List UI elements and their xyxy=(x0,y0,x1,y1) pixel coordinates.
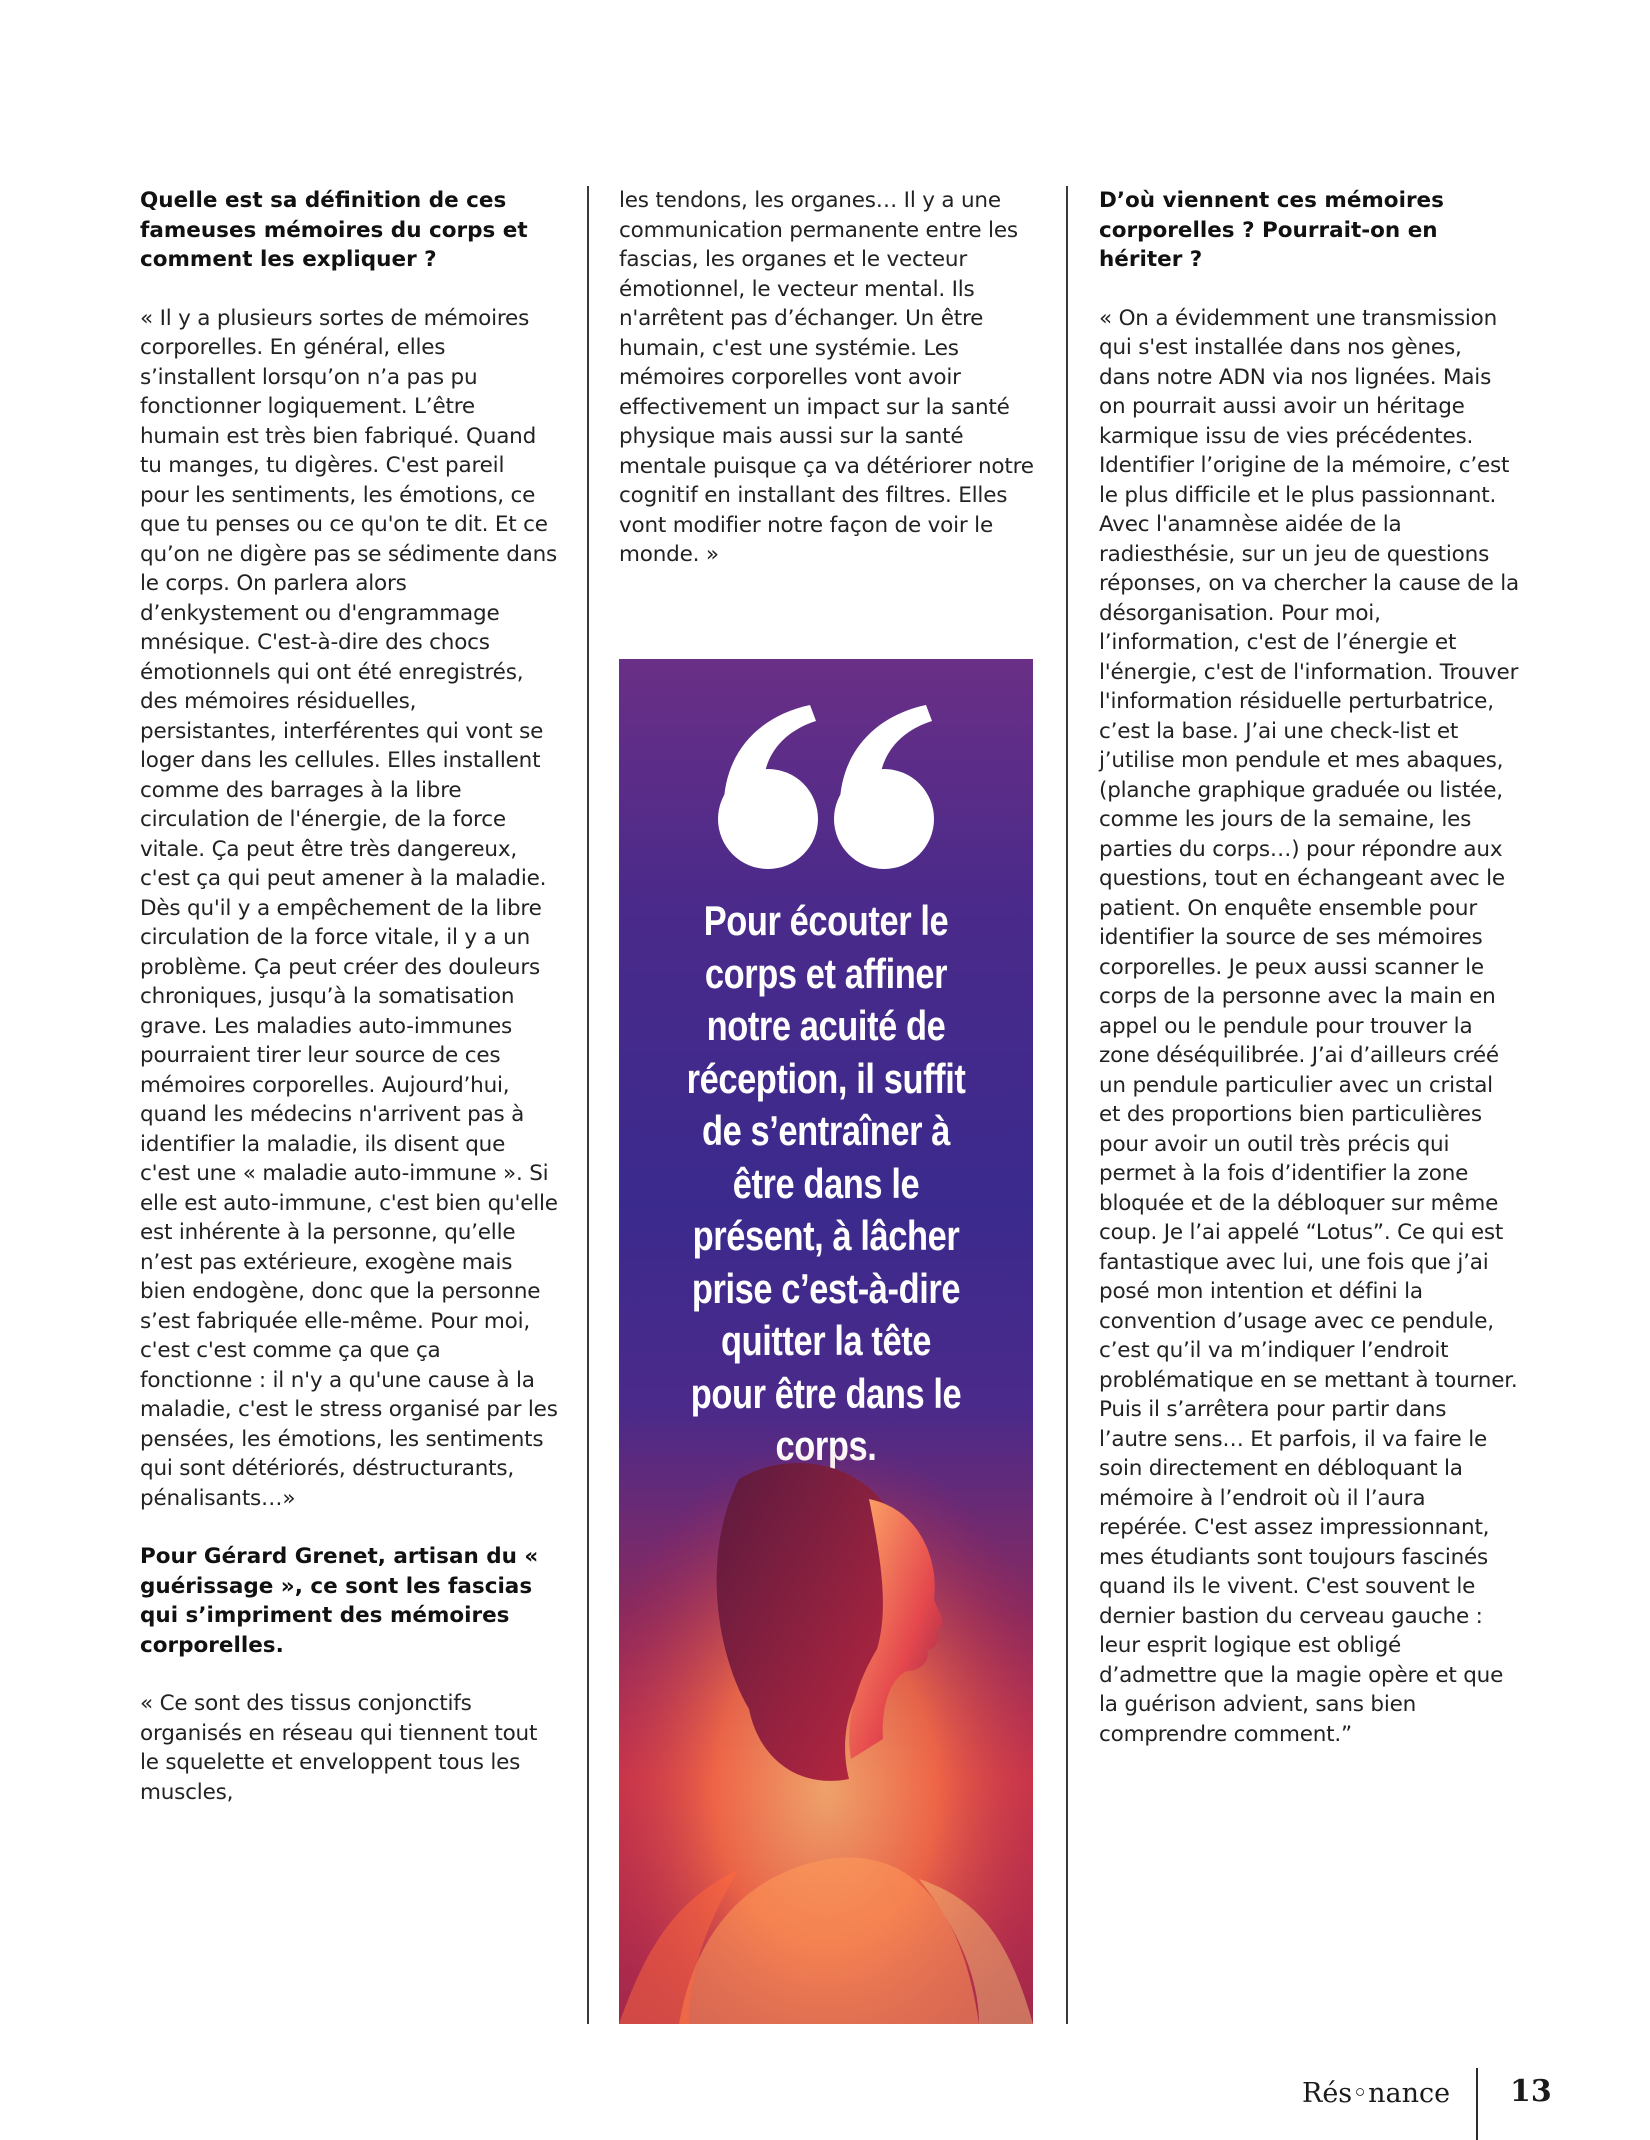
column-left xyxy=(140,186,558,1836)
intro-heading-fascias: Pour Gérard Grenet, artisan du « guérissage », ce sont les fascias qui s’impriment des mémoires corporelles. xyxy=(140,1544,539,1658)
column-middle xyxy=(619,186,1037,599)
question-heading-definition: Quelle est sa définition de ces fameuses mémoires du corps et comment les expliquer ? xyxy=(140,188,528,272)
page-number: 13 xyxy=(1510,2074,1552,2109)
quote-mark-icon xyxy=(619,699,1033,883)
magazine-logo: Rés◦nance xyxy=(1302,2078,1451,2109)
pull-quote-panel xyxy=(619,659,1033,2024)
column-right xyxy=(1099,186,1519,1778)
footer-divider xyxy=(1476,2068,1478,2140)
answer-paragraph-origin: « On a évidemment une transmission qui s'est installée dans nos gènes, dans notre ADN via nos lignées. Mais on pourrait aussi avoir un héritage karmique issu de vies précédentes. Identifier l’origine de la mémoire, c’est le plus difficile et le plus passionnant. Avec l'anamnèse aidée de la radiesthésie, sur un jeu de questions réponses, on va chercher la cause de la désorganisation. Pour moi, l’information, c'est de l’énergie et l'énergie, c'est de l'information. Trouver l'information résiduelle perturbatrice, c’est la base. J’ai une check-list et j’utilise mon pendule et mes abaques, (planche graphique graduée ou listée, comme les jours de la semaine, les parties du corps…) pour répondre aux questions, tout en échangeant avec le patient. On enquête ensemble pour identifier la source de ses mémoires corporelles. Je peux aussi scanner le corps de la personne avec la main en appel ou le pendule pour trouver la zone déséquilibrée. J’ai d’ailleurs créé un pendule particulier avec un cristal et des proportions bien particulières pour avoir un outil très précis qui permet à la fois d’identifier la zone bloquée et de la débloquer sur même coup. Je l’ai appelé “Lotus”. Ce qui est fantastique avec lui, une fois que j’ai posé mon intention et défini la convention d’usage avec ce pendule, c’est qu’il va m’indiquer l’endroit problématique en se mettant à tourner. Puis il s’arrêtera pour partir dans l’autre sens… Et parfois, il va faire le soin directement en débloquant la mémoire à l’endroit où il l’aura repérée. C'est assez impressionnant, mes étudiants sont toujours fascinés quand ils le vivent. C'est souvent le dernier bastion du cerveau gauche : leur esprit logique est obligé d’admettre que la magie opère et que la guérison advient, sans bien comprendre comment.” xyxy=(1099,305,1519,1747)
column-divider-left xyxy=(587,186,589,2024)
pull-quote-text: Pour écouter le corps et affiner notre acuité de réception, il suffit de s’entraîner à être dans le présent, à lâcher prise c’est-à-dire quitter la tête pour être dans le xyxy=(686,897,966,1417)
answer-paragraph-fascias: « Ce sont des tissus conjonctifs organisés en réseau qui tiennent tout le squelette et enveloppent tous les muscles, xyxy=(140,1691,538,1805)
answer-paragraph-fascias-continued: les tendons, les organes… Il y a une communication permanente entre les fascias, les organes et le vecteur émotionnel, le vecteur mental. Ils n'arrêtent pas d’échanger. Un être humain, c'est une systémie. Les mémoires corporelles vont avoir effectivement un impact sur la santé physique mais aussi sur la santé mentale puisque ça va détériorer notre cognitif en installant des filtres. Elles vont modifier notre façon de voir le monde. » xyxy=(619,188,1034,567)
question-heading-origin: D’où viennent ces mémoires corporelles ? Pourrait-on en hériter ? xyxy=(1099,188,1444,272)
woman-profile-illustration xyxy=(619,1439,1033,2024)
answer-paragraph-definition: « Il y a plusieurs sortes de mémoires corporelles. En général, elles s’installent lorsqu’on n’a pas pu fonctionner logiquement. L’être humain est très bien fabriqué. Quand tu manges, tu digères. C'est pareil pour les sentiments, les émotions, ce que tu penses ou ce qu'on te dit. Et ce qu’on ne digère pas se sédimente dans le corps. On parlera alors d’enkystement ou d'engrammage mnésique. C'est-à-dire des chocs émotionnels qui ont été enregistrés, des mémoires résiduelles, persistantes, interférentes qui vont se loger dans les cellules. Elles installent comme des barrages à la libre circulation de l'énergie, de la force vitale. Ça peut être très dangereux, c'est ça qui peut amener à la maladie. Dès qu'il y a empêchement de la libre circulation de la force vitale, il y a un problème. Ça peut créer des douleurs chroniques, jusqu’à la somatisation grave. Les maladies auto-immunes pourraient tirer leur source de ces mémoires corporelles. Aujourd’hui, quand les médecins n'arrivent pas à identifier la maladie, ils disent que c'est une « maladie auto-immune ». Si elle est auto-immune, c'est bien qu'elle est inhérente à la personne, qu’elle n’est pas extérieure, exogène mais bien endogène, donc que la personne s’est fabriquée elle-même. Pour moi, c'est c'est comme ça que ça fonctionne : il n'y a qu'une cause à la maladie, c'est le stress organisé par les pensées, les émotions, les sentiments qui sont détériorés, déstructurants, pénalisants…» xyxy=(140,305,558,1511)
column-divider-right xyxy=(1066,186,1068,2024)
